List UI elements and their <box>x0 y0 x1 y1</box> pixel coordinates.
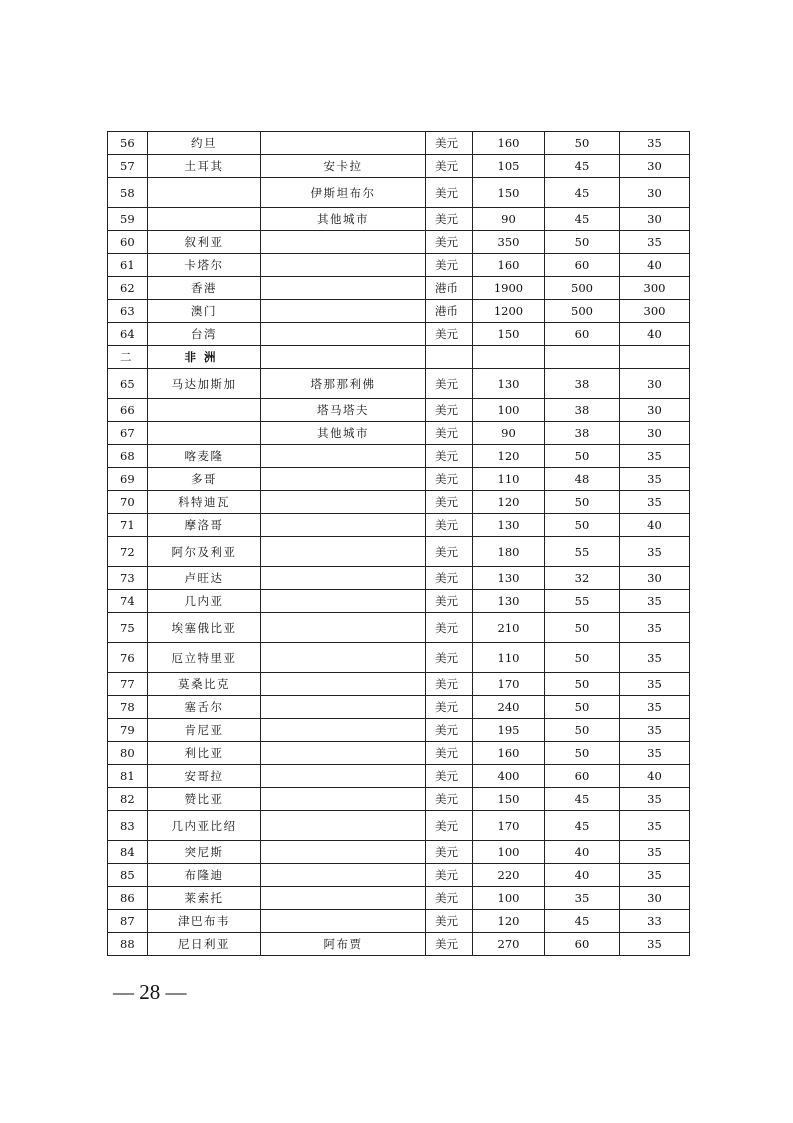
country-cell: 几内亚比绍 <box>148 811 261 841</box>
food-cell: 35 <box>545 887 620 910</box>
table-row <box>108 742 690 765</box>
table-row <box>108 673 690 696</box>
accommodation-cell: 100 <box>473 887 545 910</box>
accommodation-cell: 130 <box>473 590 545 613</box>
country-cell: 突尼斯 <box>148 841 261 864</box>
table-row <box>108 864 690 887</box>
food-cell: 32 <box>545 567 620 590</box>
food-cell: 38 <box>545 369 620 399</box>
table-row <box>108 910 690 933</box>
accommodation-cell: 1900 <box>473 277 545 300</box>
food-cell: 50 <box>545 491 620 514</box>
table-row <box>108 788 690 811</box>
misc-cell: 35 <box>620 719 690 742</box>
section-row <box>108 346 690 369</box>
currency-cell: 美元 <box>426 323 473 346</box>
misc-cell: 40 <box>620 514 690 537</box>
food-cell: 60 <box>545 323 620 346</box>
currency-cell: 美元 <box>426 422 473 445</box>
accommodation-cell: 150 <box>473 178 545 208</box>
currency-cell: 美元 <box>426 399 473 422</box>
food-cell: 45 <box>545 910 620 933</box>
currency-cell: 美元 <box>426 537 473 567</box>
row-number: 67 <box>108 422 148 445</box>
misc-cell: 40 <box>620 765 690 788</box>
table-row <box>108 155 690 178</box>
row-number: 88 <box>108 933 148 956</box>
city-cell <box>261 491 426 514</box>
misc-cell: 30 <box>620 422 690 445</box>
misc-cell: 35 <box>620 590 690 613</box>
row-number: 77 <box>108 673 148 696</box>
accommodation-cell: 160 <box>473 742 545 765</box>
city-cell <box>261 346 426 369</box>
country-cell: 埃塞俄比亚 <box>148 613 261 643</box>
country-cell: 安哥拉 <box>148 765 261 788</box>
row-number: 64 <box>108 323 148 346</box>
table-row <box>108 445 690 468</box>
city-cell <box>261 841 426 864</box>
food-cell: 45 <box>545 208 620 231</box>
table-row <box>108 178 690 208</box>
misc-cell: 35 <box>620 132 690 155</box>
misc-cell: 35 <box>620 613 690 643</box>
accommodation-cell: 180 <box>473 537 545 567</box>
currency-cell: 美元 <box>426 468 473 491</box>
table-row <box>108 514 690 537</box>
currency-cell: 美元 <box>426 491 473 514</box>
currency-cell: 美元 <box>426 514 473 537</box>
city-cell <box>261 132 426 155</box>
city-cell: 其他城市 <box>261 208 426 231</box>
city-cell <box>261 765 426 788</box>
misc-cell: 300 <box>620 277 690 300</box>
row-number: 79 <box>108 719 148 742</box>
currency-cell: 美元 <box>426 643 473 673</box>
row-number: 62 <box>108 277 148 300</box>
country-cell: 莱索托 <box>148 887 261 910</box>
currency-cell: 美元 <box>426 178 473 208</box>
accommodation-cell: 100 <box>473 399 545 422</box>
currency-cell: 美元 <box>426 933 473 956</box>
accommodation-cell: 400 <box>473 765 545 788</box>
city-cell <box>261 323 426 346</box>
row-number: 63 <box>108 300 148 323</box>
misc-cell: 35 <box>620 742 690 765</box>
city-cell <box>261 254 426 277</box>
currency-cell: 美元 <box>426 864 473 887</box>
row-number: 58 <box>108 178 148 208</box>
row-number: 57 <box>108 155 148 178</box>
country-cell: 厄立特里亚 <box>148 643 261 673</box>
accommodation-cell: 100 <box>473 841 545 864</box>
currency-cell: 美元 <box>426 841 473 864</box>
misc-cell: 35 <box>620 491 690 514</box>
misc-cell <box>620 346 690 369</box>
city-cell <box>261 673 426 696</box>
accommodation-cell: 240 <box>473 696 545 719</box>
misc-cell: 35 <box>620 841 690 864</box>
page-number: — 28 — <box>113 980 187 1004</box>
row-number: 80 <box>108 742 148 765</box>
row-number: 78 <box>108 696 148 719</box>
accommodation-cell: 120 <box>473 910 545 933</box>
misc-cell: 35 <box>620 231 690 254</box>
city-cell <box>261 613 426 643</box>
misc-cell: 35 <box>620 933 690 956</box>
accommodation-cell: 160 <box>473 132 545 155</box>
currency-cell: 美元 <box>426 369 473 399</box>
city-cell <box>261 643 426 673</box>
city-cell: 安卡拉 <box>261 155 426 178</box>
food-cell: 55 <box>545 537 620 567</box>
table-row <box>108 468 690 491</box>
country-cell <box>148 399 261 422</box>
country-cell: 非洲 <box>148 346 261 369</box>
country-cell: 卢旺达 <box>148 567 261 590</box>
city-cell <box>261 445 426 468</box>
accommodation-cell: 110 <box>473 468 545 491</box>
misc-cell: 35 <box>620 537 690 567</box>
accommodation-cell: 195 <box>473 719 545 742</box>
food-cell: 50 <box>545 445 620 468</box>
food-cell: 50 <box>545 643 620 673</box>
country-cell: 赞比亚 <box>148 788 261 811</box>
row-number: 76 <box>108 643 148 673</box>
currency-cell: 美元 <box>426 208 473 231</box>
row-number: 60 <box>108 231 148 254</box>
table-row <box>108 369 690 399</box>
row-number: 65 <box>108 369 148 399</box>
row-number: 73 <box>108 567 148 590</box>
country-cell: 布隆迪 <box>148 864 261 887</box>
city-cell <box>261 277 426 300</box>
food-cell: 38 <box>545 422 620 445</box>
food-cell: 50 <box>545 613 620 643</box>
row-number: 75 <box>108 613 148 643</box>
currency-cell: 美元 <box>426 590 473 613</box>
table-row <box>108 323 690 346</box>
country-cell: 香港 <box>148 277 261 300</box>
row-number: 72 <box>108 537 148 567</box>
city-cell <box>261 742 426 765</box>
accommodation-cell: 210 <box>473 613 545 643</box>
misc-cell: 35 <box>620 673 690 696</box>
country-cell: 卡塔尔 <box>148 254 261 277</box>
currency-cell: 美元 <box>426 765 473 788</box>
table-row <box>108 887 690 910</box>
country-cell: 土耳其 <box>148 155 261 178</box>
table-row <box>108 765 690 788</box>
misc-cell: 33 <box>620 910 690 933</box>
country-cell: 塞舌尔 <box>148 696 261 719</box>
table-row <box>108 696 690 719</box>
country-cell: 多哥 <box>148 468 261 491</box>
misc-cell: 35 <box>620 696 690 719</box>
table-row <box>108 719 690 742</box>
food-cell: 60 <box>545 933 620 956</box>
table-row <box>108 841 690 864</box>
table-row <box>108 132 690 155</box>
food-cell: 50 <box>545 231 620 254</box>
table-row <box>108 277 690 300</box>
accommodation-cell <box>473 346 545 369</box>
currency-cell: 美元 <box>426 887 473 910</box>
accommodation-cell: 160 <box>473 254 545 277</box>
food-cell: 48 <box>545 468 620 491</box>
accommodation-cell: 110 <box>473 643 545 673</box>
currency-cell: 美元 <box>426 132 473 155</box>
accommodation-cell: 1200 <box>473 300 545 323</box>
misc-cell: 40 <box>620 254 690 277</box>
currency-cell: 美元 <box>426 254 473 277</box>
country-cell: 几内亚 <box>148 590 261 613</box>
misc-cell: 35 <box>620 811 690 841</box>
country-cell: 约旦 <box>148 132 261 155</box>
misc-cell: 30 <box>620 399 690 422</box>
misc-cell: 40 <box>620 323 690 346</box>
currency-cell: 美元 <box>426 742 473 765</box>
table-body <box>108 132 690 956</box>
food-cell: 45 <box>545 178 620 208</box>
country-cell: 津巴布韦 <box>148 910 261 933</box>
currency-cell: 美元 <box>426 613 473 643</box>
food-cell: 38 <box>545 399 620 422</box>
city-cell: 伊斯坦布尔 <box>261 178 426 208</box>
currency-cell: 美元 <box>426 567 473 590</box>
currency-cell: 美元 <box>426 719 473 742</box>
row-number: 86 <box>108 887 148 910</box>
city-cell <box>261 696 426 719</box>
row-number: 81 <box>108 765 148 788</box>
country-cell: 台湾 <box>148 323 261 346</box>
currency-cell: 美元 <box>426 231 473 254</box>
currency-cell: 美元 <box>426 788 473 811</box>
accommodation-cell: 120 <box>473 491 545 514</box>
table-row <box>108 590 690 613</box>
food-cell: 45 <box>545 155 620 178</box>
row-number: 69 <box>108 468 148 491</box>
accommodation-cell: 130 <box>473 369 545 399</box>
food-cell: 55 <box>545 590 620 613</box>
food-cell: 45 <box>545 811 620 841</box>
table-row <box>108 567 690 590</box>
city-cell: 其他城市 <box>261 422 426 445</box>
country-cell <box>148 422 261 445</box>
row-number: 84 <box>108 841 148 864</box>
misc-cell: 35 <box>620 788 690 811</box>
city-cell <box>261 567 426 590</box>
misc-cell: 35 <box>620 468 690 491</box>
food-cell: 60 <box>545 765 620 788</box>
accommodation-cell: 170 <box>473 811 545 841</box>
misc-cell: 35 <box>620 864 690 887</box>
food-cell: 50 <box>545 132 620 155</box>
table-row <box>108 300 690 323</box>
misc-cell: 35 <box>620 445 690 468</box>
city-cell <box>261 811 426 841</box>
currency-cell: 美元 <box>426 445 473 468</box>
misc-cell: 35 <box>620 643 690 673</box>
row-number: 68 <box>108 445 148 468</box>
city-cell: 塔那那利佛 <box>261 369 426 399</box>
table-row <box>108 491 690 514</box>
food-cell: 40 <box>545 841 620 864</box>
food-cell: 45 <box>545 788 620 811</box>
currency-cell: 美元 <box>426 811 473 841</box>
city-cell <box>261 590 426 613</box>
currency-cell: 美元 <box>426 155 473 178</box>
country-cell: 叙利亚 <box>148 231 261 254</box>
row-number: 87 <box>108 910 148 933</box>
food-cell: 50 <box>545 742 620 765</box>
country-cell: 科特迪瓦 <box>148 491 261 514</box>
rate-table <box>107 131 690 956</box>
misc-cell: 30 <box>620 887 690 910</box>
food-cell: 50 <box>545 514 620 537</box>
city-cell <box>261 864 426 887</box>
city-cell <box>261 300 426 323</box>
misc-cell: 30 <box>620 567 690 590</box>
row-number: 74 <box>108 590 148 613</box>
city-cell <box>261 468 426 491</box>
table-row <box>108 231 690 254</box>
currency-cell: 美元 <box>426 910 473 933</box>
currency-cell: 港币 <box>426 277 473 300</box>
country-cell: 摩洛哥 <box>148 514 261 537</box>
accommodation-cell: 105 <box>473 155 545 178</box>
misc-cell: 30 <box>620 178 690 208</box>
food-cell: 50 <box>545 673 620 696</box>
row-number: 二 <box>108 346 148 369</box>
city-cell <box>261 514 426 537</box>
food-cell: 60 <box>545 254 620 277</box>
country-cell: 尼日利亚 <box>148 933 261 956</box>
country-cell: 莫桑比克 <box>148 673 261 696</box>
currency-cell: 美元 <box>426 696 473 719</box>
country-cell: 阿尔及利亚 <box>148 537 261 567</box>
city-cell <box>261 231 426 254</box>
accommodation-cell: 130 <box>473 567 545 590</box>
food-cell: 50 <box>545 719 620 742</box>
accommodation-cell: 130 <box>473 514 545 537</box>
table-row <box>108 643 690 673</box>
city-cell: 塔马塔夫 <box>261 399 426 422</box>
country-cell: 澳门 <box>148 300 261 323</box>
row-number: 70 <box>108 491 148 514</box>
accommodation-cell: 90 <box>473 208 545 231</box>
country-cell: 喀麦隆 <box>148 445 261 468</box>
food-cell: 500 <box>545 277 620 300</box>
rate-table-container <box>107 131 689 956</box>
currency-cell <box>426 346 473 369</box>
city-cell <box>261 910 426 933</box>
row-number: 83 <box>108 811 148 841</box>
country-cell: 肯尼亚 <box>148 719 261 742</box>
country-cell <box>148 208 261 231</box>
table-row <box>108 254 690 277</box>
misc-cell: 30 <box>620 155 690 178</box>
row-number: 56 <box>108 132 148 155</box>
table-row <box>108 811 690 841</box>
accommodation-cell: 120 <box>473 445 545 468</box>
country-cell: 马达加斯加 <box>148 369 261 399</box>
row-number: 85 <box>108 864 148 887</box>
table-row <box>108 613 690 643</box>
city-cell <box>261 788 426 811</box>
row-number: 82 <box>108 788 148 811</box>
city-cell: 阿布贾 <box>261 933 426 956</box>
table-row <box>108 537 690 567</box>
food-cell <box>545 346 620 369</box>
row-number: 66 <box>108 399 148 422</box>
table-row <box>108 933 690 956</box>
accommodation-cell: 150 <box>473 323 545 346</box>
accommodation-cell: 220 <box>473 864 545 887</box>
country-cell: 利比亚 <box>148 742 261 765</box>
food-cell: 40 <box>545 864 620 887</box>
food-cell: 50 <box>545 696 620 719</box>
city-cell <box>261 719 426 742</box>
row-number: 71 <box>108 514 148 537</box>
city-cell <box>261 887 426 910</box>
accommodation-cell: 350 <box>473 231 545 254</box>
misc-cell: 300 <box>620 300 690 323</box>
food-cell: 500 <box>545 300 620 323</box>
accommodation-cell: 270 <box>473 933 545 956</box>
accommodation-cell: 90 <box>473 422 545 445</box>
row-number: 61 <box>108 254 148 277</box>
accommodation-cell: 170 <box>473 673 545 696</box>
currency-cell: 美元 <box>426 673 473 696</box>
accommodation-cell: 150 <box>473 788 545 811</box>
currency-cell: 港币 <box>426 300 473 323</box>
row-number: 59 <box>108 208 148 231</box>
misc-cell: 30 <box>620 369 690 399</box>
table-row <box>108 208 690 231</box>
city-cell <box>261 537 426 567</box>
country-cell <box>148 178 261 208</box>
table-row <box>108 422 690 445</box>
table-row <box>108 399 690 422</box>
misc-cell: 30 <box>620 208 690 231</box>
